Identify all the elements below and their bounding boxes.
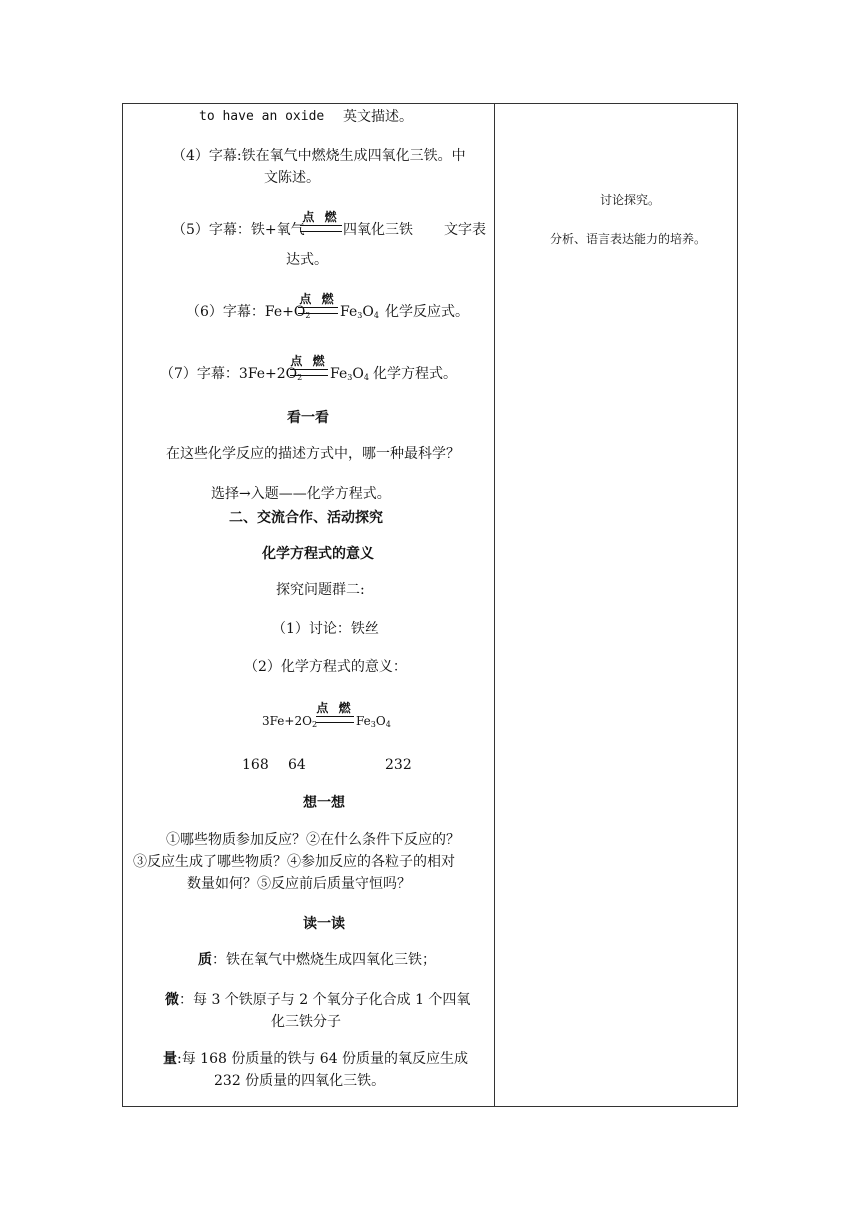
heading-think: 想一想 [303,795,345,811]
think-line-2: ③反应生成了哪些物质？④参加反应的各粒子的相对 [133,854,455,870]
heading-meaning: 化学方程式的意义 [262,546,374,562]
reaction-condition-3: 点 燃 [290,354,328,376]
item-6-product: $Fe_3O_4$ [340,304,379,320]
item-5-suffix: 文字表 [444,222,486,238]
read-quantity-line1: 量:每 168 份质量的铁与 64 份质量的氧反应生成 [163,1051,469,1067]
english-desc-label: 英文描述。 [343,109,413,125]
item-6-suffix: 化学反应式。 [385,304,469,320]
reaction-condition-1: 点 燃 [300,210,342,232]
mass-fe3o4: 232 [385,757,412,773]
item-4-line2: 文陈述。 [264,170,320,186]
reaction-condition-4: 点 燃 [316,701,354,723]
item-7-product: $Fe_3O_4$ [330,366,369,382]
heading-look: 看一看 [287,410,329,426]
reaction-condition-2: 点 燃 [298,292,338,314]
english-line: to have an oxide [199,109,325,124]
think-line-1: ①哪些物质参加反应？②在什么条件下反应的？ [166,832,460,848]
item-4-line1: （4）字幕:铁在氧气中燃烧生成四氧化三铁。中 [172,148,466,164]
mass-fe: 168 [242,757,269,773]
heading-section-2: 二、交流合作、活动探究 [229,510,383,526]
read-quantity-line2: 232 份质量的四氧化三铁。 [214,1073,386,1089]
heading-read: 读一读 [303,916,345,932]
read-micro-line2: 化三铁分子 [271,1014,341,1030]
think-line-3: 数量如何？⑤反应前后质量守恒吗？ [187,876,411,892]
item-5-line2: 达式。 [286,252,328,268]
equation-product: $Fe_3O_4$ [356,714,391,729]
read-quality: 质：铁在氧气中燃烧生成四氧化三铁； [198,952,436,968]
item-7-text: （7）字幕：$3Fe+2O_2$ [160,366,303,382]
column-divider [494,104,495,1106]
item-6-text: （6）字幕：$Fe+O_2$ [186,304,311,320]
meaning-line: （2）化学方程式的意义： [244,659,407,675]
item-5-product: 四氧化三铁 [343,222,413,238]
inquiry-label: 探究问题群二: [276,582,365,598]
question-line: 在这些化学反应的描述方式中，哪一种最科学？ [166,446,460,462]
equation-reactants: $3Fe+2O_2$ [262,714,318,729]
right-analysis: 分析、语言表达能力的培养。 [550,232,707,246]
item-7-suffix: 化学方程式。 [373,366,457,382]
select-line: 选择→入题——化学方程式。 [211,486,391,502]
right-discussion: 讨论探究。 [600,193,661,207]
discussion-line: （1）讨论：铁丝 [272,621,379,637]
item-5-text: （5）字幕：铁+氧气 [172,222,305,238]
mass-o2: 64 [288,757,306,773]
read-micro-line1: 微：每 3 个铁原子与 2 个氧分子化合成 1 个四氧 [165,992,471,1008]
